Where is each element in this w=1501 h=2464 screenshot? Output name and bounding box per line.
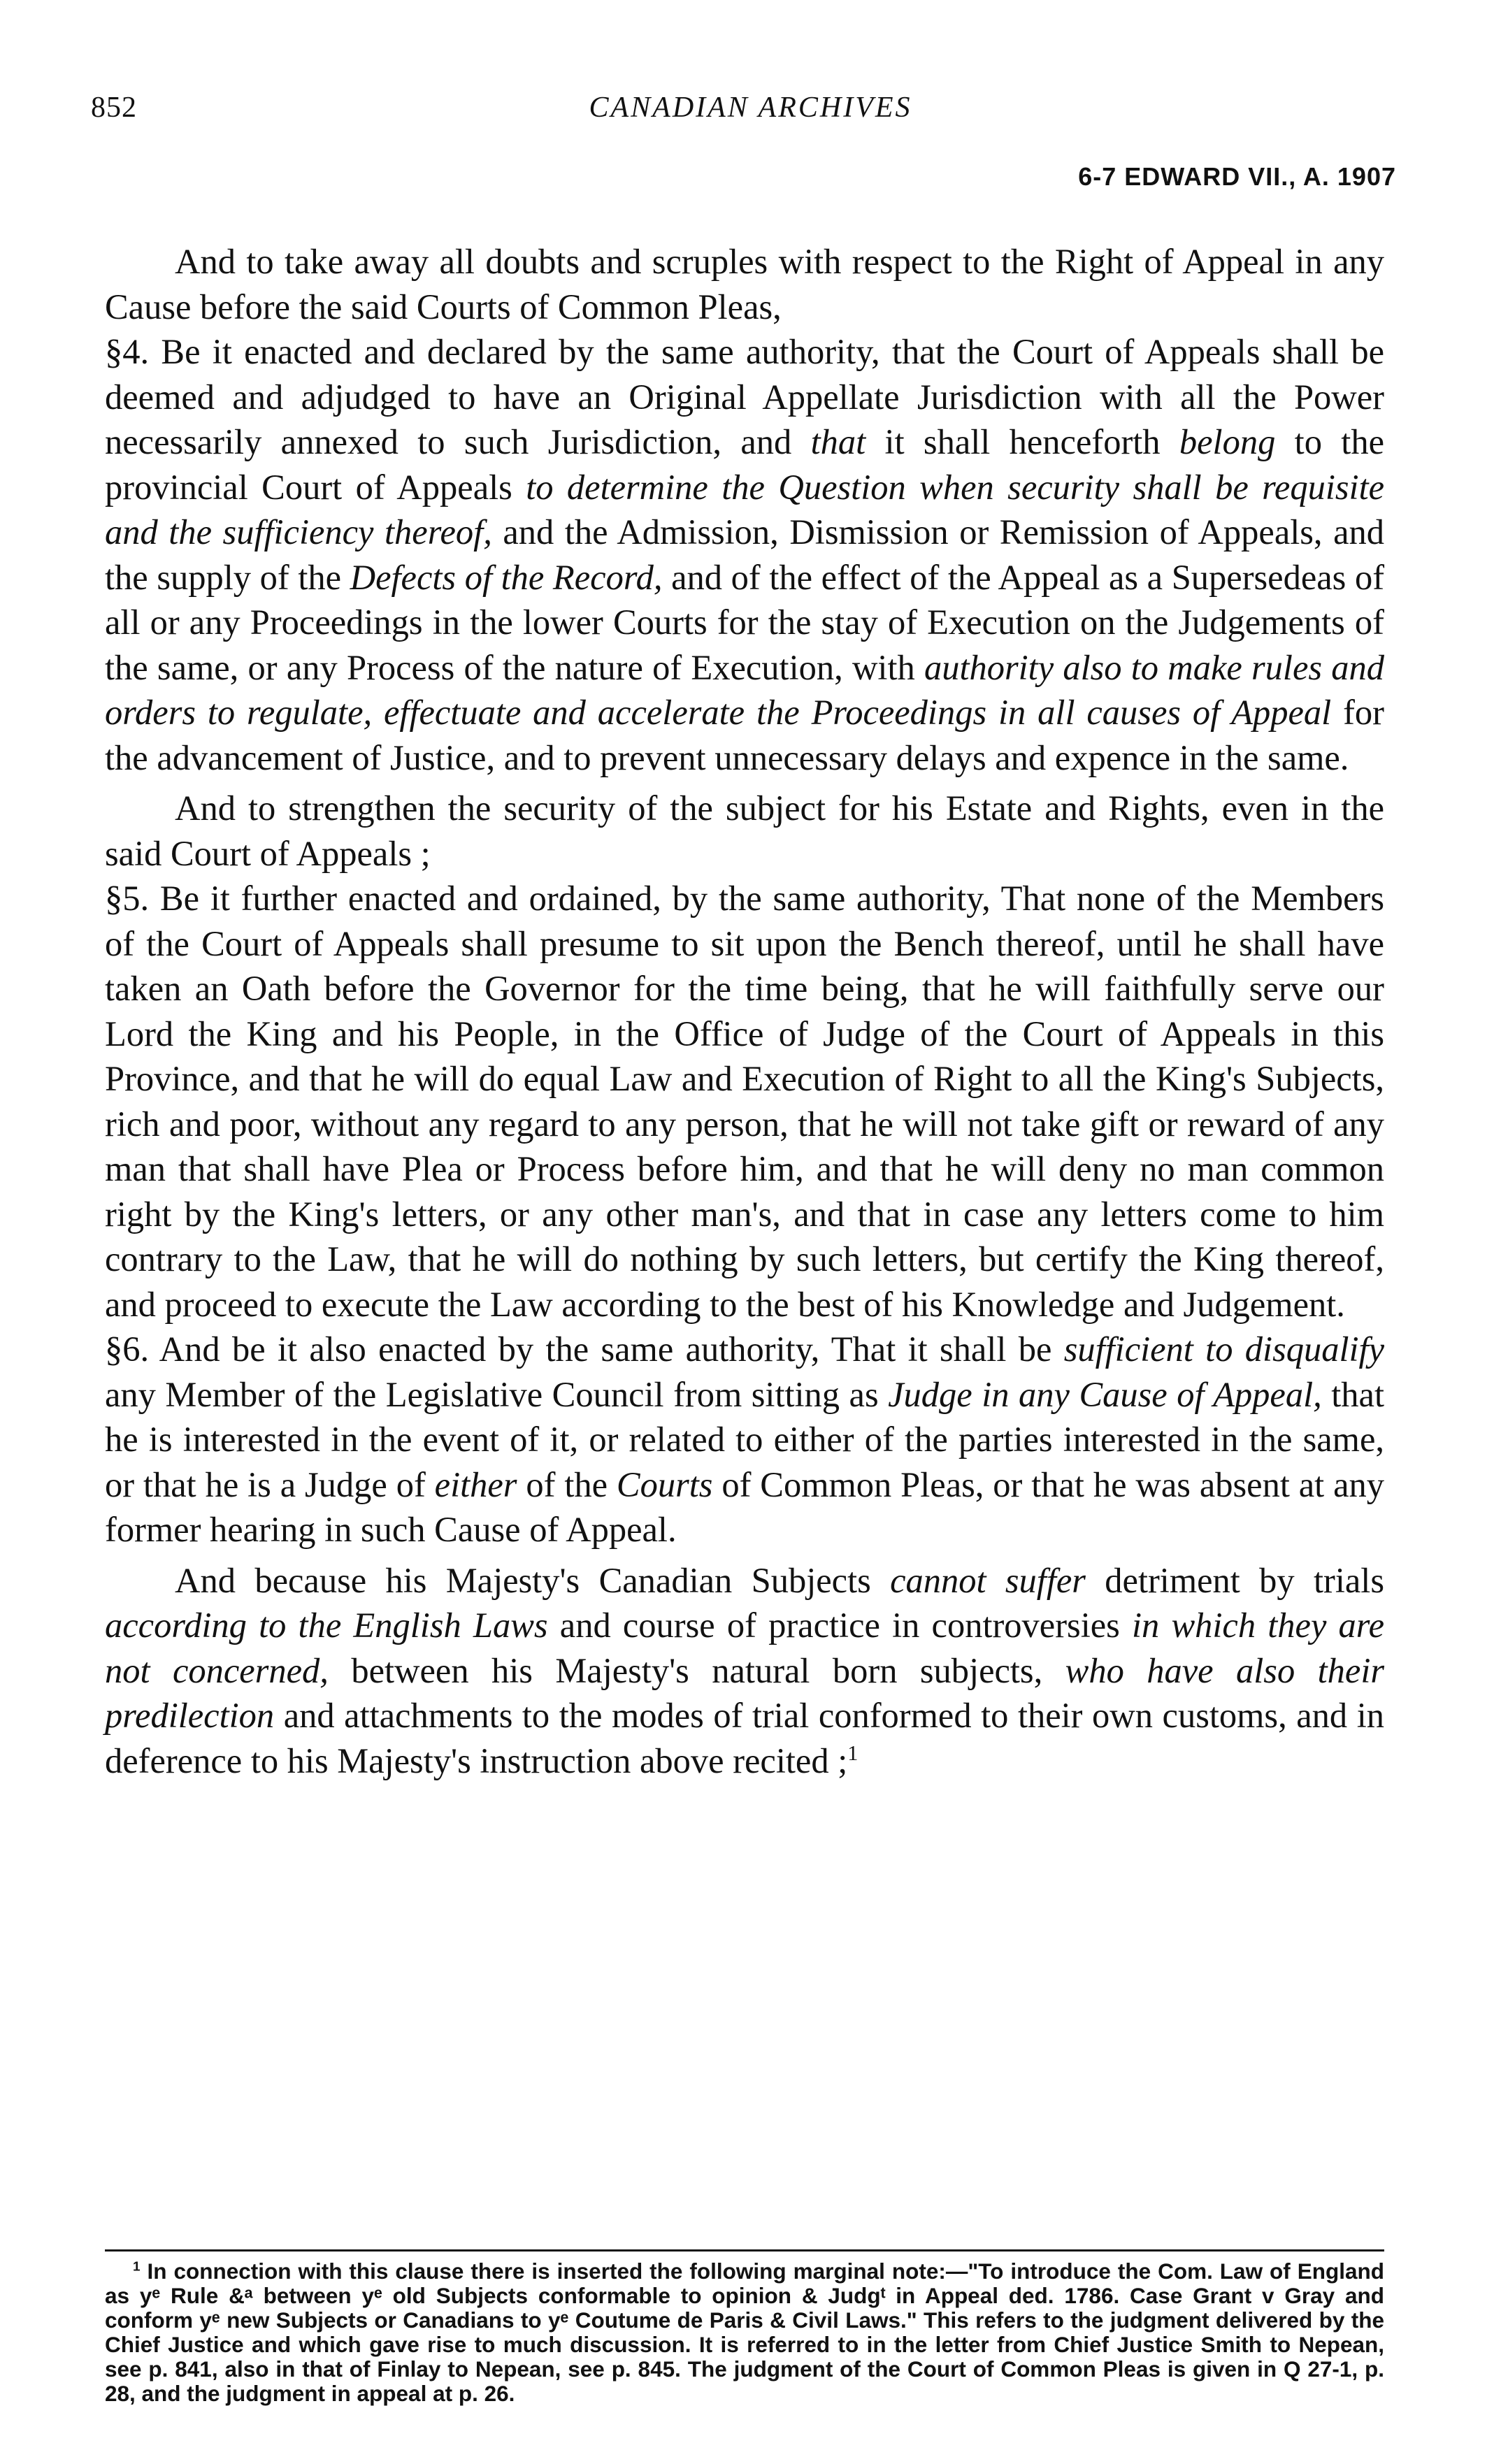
text-segment: detriment by trials bbox=[1085, 1560, 1384, 1600]
footnote-marker: 1 bbox=[133, 2259, 141, 2275]
paragraph-p6 bbox=[105, 1558, 1384, 1784]
text-segment: §6. And be it also enacted by the same authority, That it shall be bbox=[105, 1330, 1064, 1369]
italic-text: Courts bbox=[616, 1464, 713, 1504]
page-number: 852 bbox=[91, 92, 137, 124]
text-segment: And because his Majesty's Canadian Subjects bbox=[175, 1560, 891, 1600]
text-segment: of the bbox=[517, 1464, 617, 1504]
text-segment: and the Admission, Dismission or Remission of Appeals, and the supply of the bbox=[105, 512, 1384, 597]
text-segment: for the advancement of Justice, and to prevent unnecessary delays and expence in the same. bbox=[105, 693, 1384, 777]
running-title: CANADIAN ARCHIVES bbox=[589, 92, 912, 124]
italic-text: who have also their predilection bbox=[105, 1650, 1385, 1735]
text-segment: of Common Pleas, or that he was absent at any former hearing in such Cause of Appeal. bbox=[105, 1464, 1384, 1549]
footnote-rule bbox=[105, 2249, 1384, 2252]
paragraph-p4 bbox=[105, 876, 1384, 1327]
text-segment: and course of practice in controversies bbox=[547, 1606, 1132, 1645]
italic-text: according to the English Laws bbox=[105, 1606, 548, 1645]
text-segment: §4. Be it enacted and declared by the same authority, that the Court of Appeals shall be deemed and adjudged to have an Original Appellate Jurisdiction with all the Power necessarily annexed to such Jurisdiction, and bbox=[105, 332, 1384, 461]
paragraph-p3 bbox=[105, 786, 1384, 876]
italic-text: to determine the Question when security shall be requisite and the sufficiency thereof, bbox=[105, 467, 1385, 552]
text-segment: that he is interested in the event of it, or related to either of the parties interested in the same, or that he is a Judge of bbox=[105, 1374, 1385, 1504]
footnote bbox=[105, 2259, 1384, 2406]
italic-text: Judge in any Cause of Appeal, bbox=[888, 1374, 1322, 1414]
paragraph-p2 bbox=[105, 329, 1384, 780]
footnote-reference: 1 bbox=[847, 1741, 859, 1765]
italic-text: authority also to make rules and orders to regulate, effectuate and accelerate the Proceedings in all causes of Appeal bbox=[105, 647, 1385, 732]
paragraph-p1 bbox=[105, 239, 1384, 329]
body-text bbox=[105, 239, 1384, 1783]
text-segment: any Member of the Legislative Council from sitting as bbox=[105, 1374, 889, 1414]
text-segment: and of the effect of the Appeal as a Supersedeas of all or any Proceedings in the lower Courts for the stay of Execution on the Judgements of the same, or any Process of the nature of Execution, with bbox=[105, 557, 1385, 687]
footnote-text: In connection with this clause there is inserted the following marginal note:—"To introduce the Com. Law of England as yᵉ Rule &ᵃ between yᵉ old Subjects conformable to opinion & Judgᵗ in Appeal ded. 1786. Case Grant v Gray and conform yᵉ new Subjects or Canadians to yᵉ Coutume de Paris & Civil Laws." This refers to the judgment delivered by the Chief Justice and which gave rise to much discussion. It is referred to in the letter from Chief Justice Smith to Nepean, see p. 841, also in that of Finlay to Nepean, see p. 845. The judgment of the Court of Common Pleas is given in Q 27-1, p. 28, and the judgment in appeal at p. 26. bbox=[105, 2258, 1384, 2406]
italic-text: either bbox=[434, 1464, 517, 1504]
text-segment: And to strengthen the security of the subject for his Estate and Rights, even in the said Court of Appeals ; bbox=[105, 788, 1384, 873]
italic-text: sufficient to disqualify bbox=[1063, 1330, 1384, 1369]
text-segment: And to take away all doubts and scruples with respect to the Right of Appeal in any Cause before the said Courts of Common Pleas, bbox=[105, 242, 1384, 326]
text-segment: between his Majesty's natural born subjects, bbox=[328, 1650, 1065, 1690]
text-segment: §5. Be it further enacted and ordained, by the same authority, That none of the Members of the Court of Appeals shall presume to sit upon the Bench thereof, until he shall have taken an Oath before the Governor for the time being, that he will faithfully serve our Lord the King and his People, in the Office of Judge of the Court of Appeals in this Province, and that he will do equal Law and Execution of Right to all the King's Subjects, rich and poor, without any regard to any person, that he will not take gift or reward of any man that shall have Plea or Process before him, and that he will deny no man common right by the King's letters, or any other man's, and that in case any letters come to him contrary to the Law, that he will do nothing by such letters, but certify the King thereof, and proceed to execute the Law according to the best of his Knowledge and Judgement. bbox=[105, 879, 1384, 1324]
text-segment: to the provincial Court of Appeals bbox=[105, 422, 1384, 507]
italic-text: in which they are not concerned, bbox=[105, 1606, 1384, 1690]
session-label: 6-7 EDWARD VII., A. 1907 bbox=[1078, 162, 1396, 191]
text-segment: and attachments to the modes of trial conformed to their own customs, and in deference to his Majesty's instruction above recited ; bbox=[105, 1696, 1384, 1780]
italic-text: cannot suffer bbox=[890, 1560, 1086, 1600]
paragraph-p5 bbox=[105, 1327, 1384, 1552]
italic-text: that bbox=[810, 422, 866, 461]
italic-text: belong bbox=[1179, 422, 1276, 461]
text-segment: it shall henceforth bbox=[866, 422, 1179, 461]
italic-text: Defects of the Record, bbox=[350, 557, 663, 597]
